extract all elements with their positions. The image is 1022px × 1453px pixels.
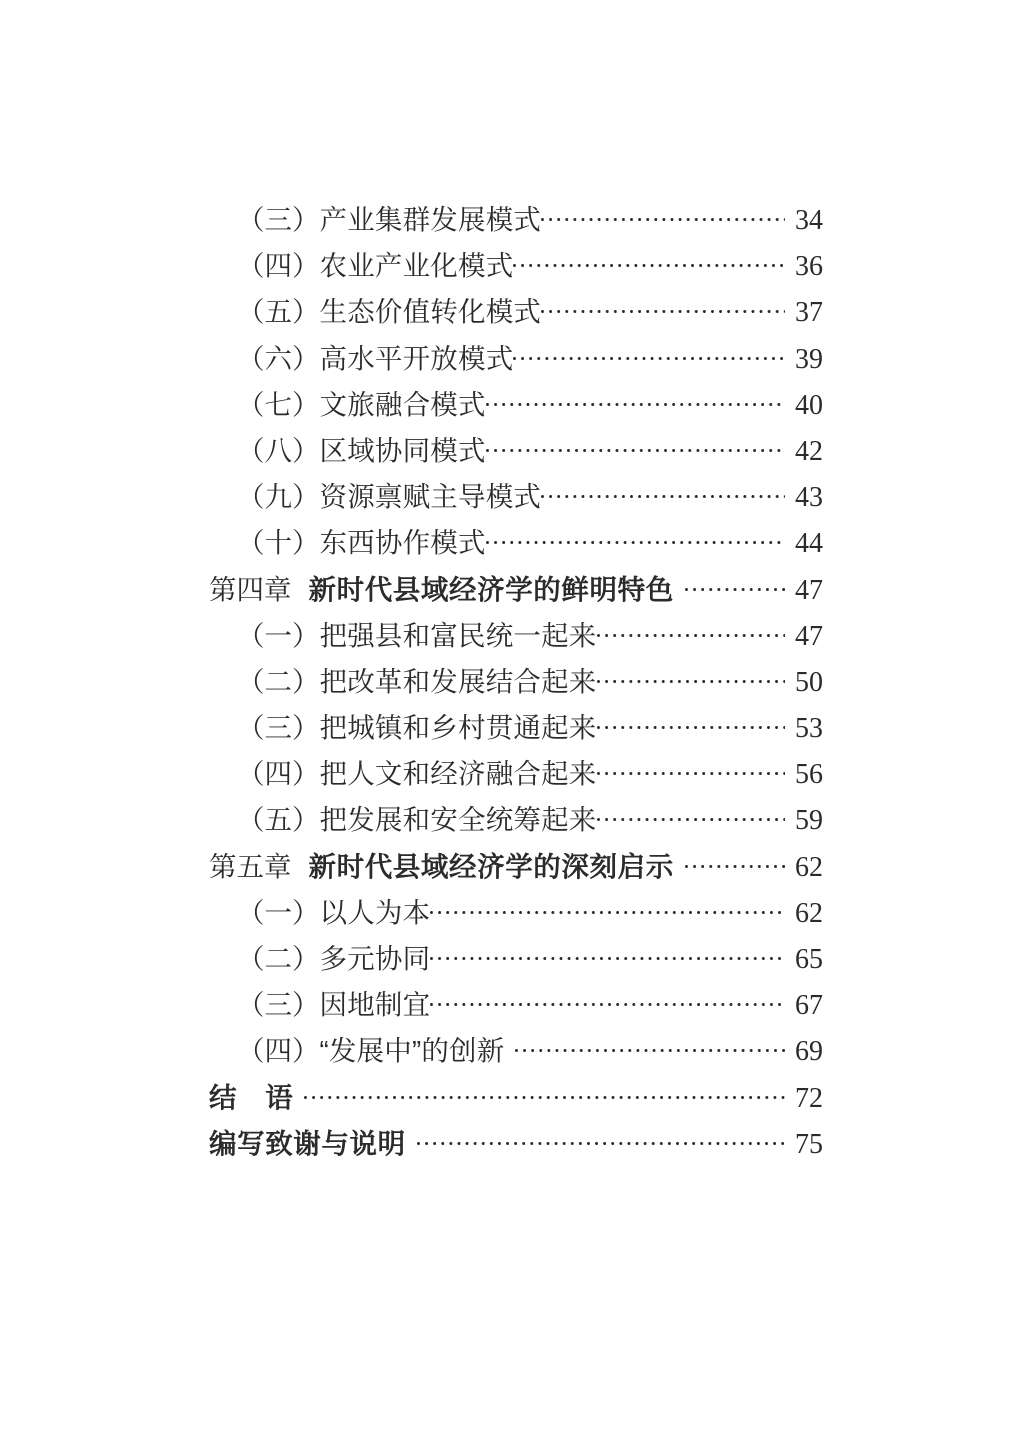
toc-dot-leader (430, 892, 785, 922)
toc-entry-title: 文旅融合模式 (319, 388, 486, 420)
toc-entry[interactable] (0, 661, 1022, 707)
toc-dot-leader (597, 615, 786, 645)
toc-entry-title: 把人文和经济融合起来 (319, 758, 597, 790)
toc-entry-title: 多元协同 (319, 943, 431, 974)
toc-dot-leader (597, 661, 786, 691)
toc-entry-marker: （八） (237, 434, 320, 466)
toc-entry-title: 新时代县域经济学的深刻启示 (308, 850, 674, 882)
toc-entry-title: 编写致谢与说明 (209, 1127, 406, 1159)
toc-entry-page-number: 50 (795, 666, 823, 698)
toc-entry[interactable] (0, 430, 1022, 476)
toc-entry-marker: （三） (237, 989, 320, 1021)
toc-entry-page-number: 37 (795, 297, 823, 329)
toc-entry-page-number: 53 (795, 713, 823, 745)
toc-entry-marker: （七） (237, 388, 320, 420)
toc-entry-page-number: 47 (795, 574, 823, 606)
toc-entry[interactable] (0, 707, 1022, 753)
toc-entry[interactable] (0, 892, 1022, 938)
toc-entry-title: 结 语 (209, 1081, 294, 1113)
toc-dot-leader (597, 799, 786, 829)
toc-entry-page-number: 62 (795, 851, 823, 883)
toc-entry[interactable] (0, 753, 1022, 799)
toc-entry-page-number: 65 (795, 944, 823, 975)
toc-entry-page-number: 34 (795, 205, 823, 236)
toc-entry[interactable] (0, 799, 1022, 845)
toc-entry-marker: （一） (237, 619, 320, 651)
toc-dot-leader (541, 199, 785, 229)
toc-entry-marker: （四） (237, 1035, 320, 1067)
toc-entry[interactable] (0, 1077, 1022, 1123)
toc-entry-title: “发展中”的创新 (319, 1035, 505, 1067)
table-of-contents-list (0, 199, 1022, 1169)
toc-dot-leader (515, 1030, 785, 1060)
toc-dot-leader (541, 476, 785, 506)
toc-dot-leader (430, 984, 785, 1014)
toc-entry-title: 把改革和发展结合起来 (319, 665, 597, 697)
toc-entry-page-number: 59 (795, 805, 823, 837)
toc-entry-title: 把城镇和乡村贯通起来 (319, 712, 597, 744)
toc-entry[interactable] (0, 615, 1022, 661)
toc-entry-marker: （九） (237, 481, 320, 513)
toc-entry-title: 把强县和富民统一起来 (319, 619, 597, 651)
toc-entry-title: 以人为本 (319, 896, 431, 928)
toc-entry-marker: （一） (237, 896, 320, 928)
toc-entry-title: 高水平开放模式 (319, 342, 514, 374)
toc-dot-leader (486, 430, 785, 460)
toc-entry-page-number: 39 (795, 343, 823, 375)
toc-entry-title: 新时代县域经济学的鲜明特色 (308, 573, 674, 605)
toc-dot-leader (417, 1123, 785, 1153)
toc-dot-leader (486, 522, 785, 552)
toc-entry-marker: （六） (237, 342, 320, 374)
toc-entry-page-number: 75 (795, 1128, 823, 1160)
toc-entry-page-number: 36 (795, 251, 823, 283)
toc-entry-title: 资源禀赋主导模式 (319, 481, 542, 513)
toc-entry[interactable] (0, 522, 1022, 568)
toc-dot-leader (513, 245, 785, 275)
toc-entry[interactable] (0, 338, 1022, 384)
toc-entry-page-number: 42 (795, 435, 823, 467)
toc-entry-title: 东西协作模式 (319, 527, 486, 559)
toc-entry-page-number: 72 (795, 1082, 823, 1114)
toc-entry[interactable] (0, 199, 1022, 245)
toc-entry-page-number: 56 (795, 759, 823, 791)
toc-entry-marker: 第四章 (209, 573, 292, 605)
toc-entry[interactable] (0, 846, 1022, 892)
toc-dot-leader (685, 846, 785, 876)
toc-dot-leader (541, 291, 785, 321)
toc-entry[interactable] (0, 984, 1022, 1030)
toc-dot-leader (304, 1077, 785, 1107)
toc-entry-page-number: 44 (795, 528, 823, 560)
toc-entry-marker: （十） (237, 527, 320, 559)
toc-entry-marker: （二） (237, 943, 320, 974)
toc-entry-page-number: 43 (795, 482, 823, 514)
toc-entry-page-number: 47 (795, 620, 823, 652)
toc-entry-page-number: 69 (795, 1036, 823, 1068)
toc-dot-leader (513, 338, 785, 368)
toc-entry-marker: （三） (237, 712, 320, 744)
toc-dot-leader (430, 938, 785, 968)
toc-entry-page-number: 40 (795, 389, 823, 421)
toc-entry[interactable] (0, 476, 1022, 522)
toc-entry-marker: （三） (237, 204, 320, 235)
toc-entry-page-number: 62 (795, 897, 823, 929)
toc-entry-title: 区域协同模式 (319, 434, 486, 466)
toc-dot-leader (597, 707, 786, 737)
toc-entry-marker: （五） (237, 804, 320, 836)
toc-entry-marker: （五） (237, 296, 320, 328)
toc-entry[interactable] (0, 384, 1022, 430)
toc-entry-title: 生态价值转化模式 (319, 296, 542, 328)
toc-entry[interactable] (0, 938, 1022, 984)
toc-entry-marker: （二） (237, 665, 320, 697)
toc-dot-leader (597, 753, 786, 783)
toc-entry-marker: （四） (237, 250, 320, 282)
toc-entry-title: 把发展和安全统筹起来 (319, 804, 597, 836)
toc-entry-title: 农业产业化模式 (319, 250, 514, 282)
toc-dot-leader (685, 569, 785, 599)
toc-entry-title: 因地制宜 (319, 989, 431, 1021)
toc-dot-leader (486, 384, 785, 414)
toc-entry[interactable] (0, 1030, 1022, 1076)
toc-entry[interactable] (0, 291, 1022, 337)
toc-entry[interactable] (0, 1123, 1022, 1169)
toc-entry-title: 产业集群发展模式 (319, 204, 542, 235)
toc-entry-marker: （四） (237, 758, 320, 790)
toc-entry[interactable] (0, 569, 1022, 615)
toc-entry-marker: 第五章 (209, 850, 292, 882)
toc-entry[interactable] (0, 245, 1022, 291)
toc-entry-page-number: 67 (795, 990, 823, 1022)
